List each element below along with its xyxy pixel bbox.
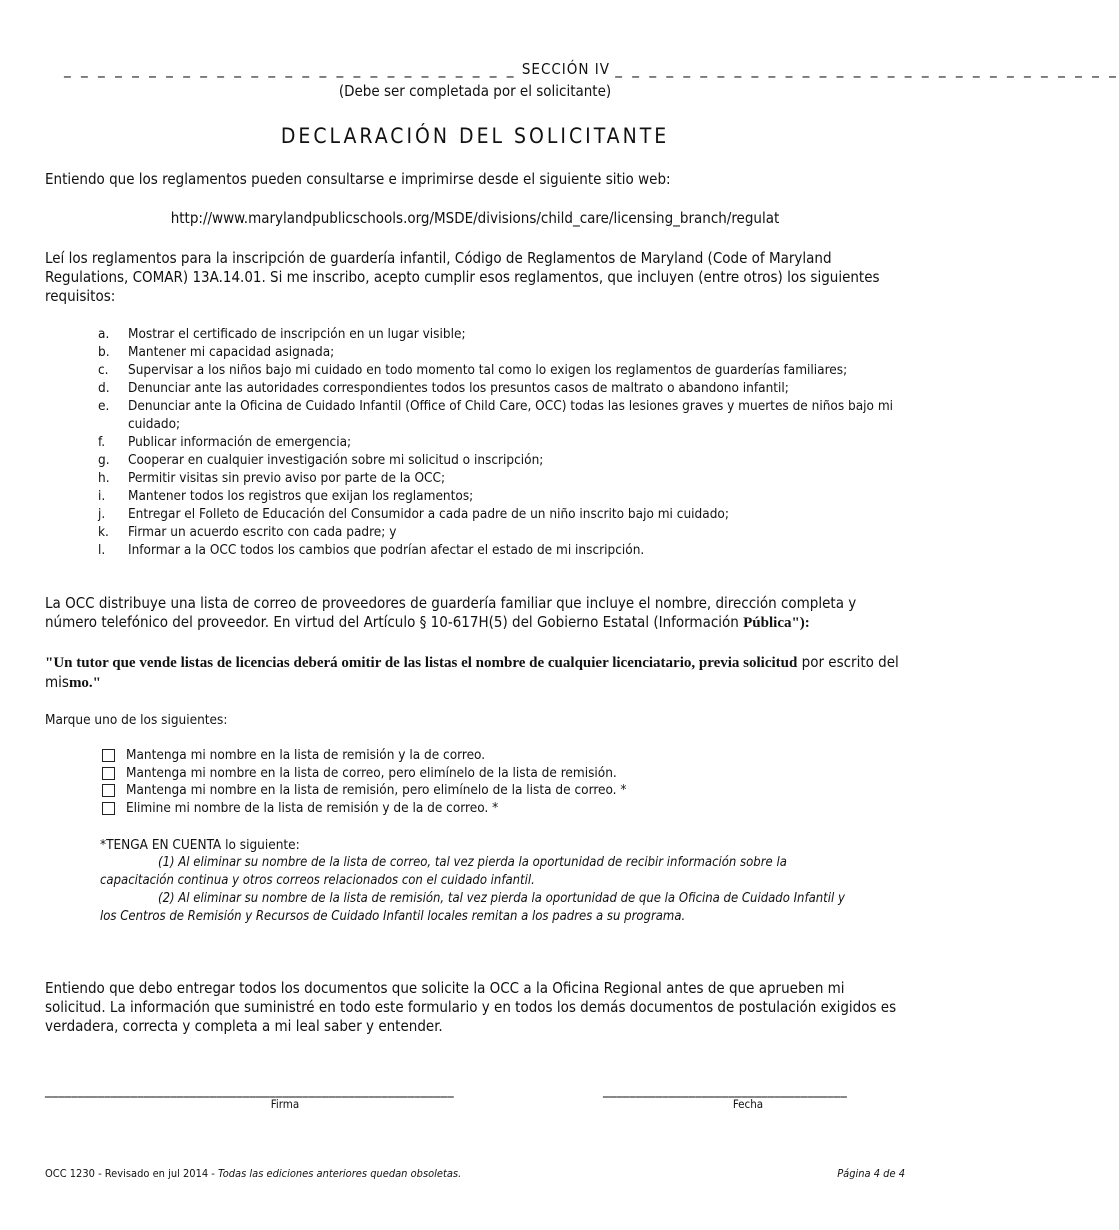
note-heading: *TENGA EN CUENTA lo siguiente:: [100, 837, 300, 853]
mailing-option-1[interactable]: [102, 747, 802, 765]
checkbox[interactable]: [102, 802, 115, 815]
requirement-text: Mostrar el certificado de inscripción en un lugar visible;: [128, 326, 466, 342]
date-line[interactable]: _____________________________________: [603, 1082, 848, 1098]
quote-plain: por escrito del mis: [45, 653, 899, 691]
requirement-letter: b.: [98, 344, 110, 360]
mailing-text: La OCC distribuye una lista de correo de proveedores de guardería familiar que incluye el nombre, dirección completa y número telefónico del proveedor. En virtud del Artículo § 10-617H(5) del Gobierno Estatal (Información: [45, 594, 857, 631]
option-label: Mantenga mi nombre en la lista de remisión y la de correo.: [126, 747, 486, 763]
requirement-text: Mantener mi capacidad asignada;: [128, 344, 335, 360]
requirement-letter: a.: [98, 326, 110, 342]
section-heading: [64, 60, 1119, 78]
regulations-url: http://www.marylandpublicschools.org/MSDE/divisions/child_care/licensing_branch/regulat: [170, 209, 780, 227]
mailing-option-3[interactable]: [102, 782, 802, 800]
requirement-text: Firmar un acuerdo escrito con cada padre; y: [128, 524, 397, 540]
option-label: Mantenga mi nombre en la lista de remisión, pero elimínelo de la lista de correo. *: [126, 782, 627, 798]
requirement-letter: i.: [98, 488, 106, 504]
date-label: Fecha: [732, 1097, 764, 1111]
note-block: [100, 836, 908, 926]
mailing-paragraph: [45, 594, 907, 633]
section-subtitle: (Debe ser completada por el solicitante): [338, 82, 612, 100]
requirement-letter: j.: [98, 506, 106, 522]
requirements-list: [98, 325, 908, 559]
requirement-letter: l.: [98, 542, 106, 558]
section-dashes-left: _ _ _ _ _ _ _ _ _ _ _ _ _ _ _ _ _ _ _ _ _ _ _ _ _ _ _: [64, 60, 517, 78]
quote-end: mo.": [68, 675, 102, 691]
requirement-text: Permitir visitas sin previo aviso por parte de la OCC;: [128, 470, 446, 486]
checkbox[interactable]: [102, 749, 115, 762]
footer-form-id: OCC 1230 - Revisado en jul 2014 -: [45, 1167, 219, 1180]
requirement-letter: k.: [98, 524, 109, 540]
requirement-letter: c.: [98, 362, 109, 378]
requirement-item: [98, 541, 908, 559]
checkbox[interactable]: [102, 767, 115, 780]
page-title: DECLARACIÓN DEL SOLICITANTE: [280, 124, 670, 148]
requirement-text: Publicar información de emergencia;: [128, 434, 352, 450]
quote-bold: "Un tutor que vende listas de licencias deberá omitir de las listas el nombre de cualquier licenciatario, previa solicitud: [45, 655, 798, 671]
requirement-item: [98, 343, 908, 361]
regulations-paragraph: Leí los reglamentos para la inscripción de guardería infantil, Código de Reglamentos de Maryland (Code of Maryland Regulations, COMAR) 13A.14.01. Si me inscribo, acepto cumplir esos reglamentos, que incluyen (entre otros) los siguientes requisitos:: [45, 249, 880, 305]
requirement-item: [98, 505, 908, 523]
requirement-item: [98, 469, 908, 487]
requirement-item: [98, 325, 908, 343]
requirement-text: Denunciar ante las autoridades correspondientes todos los presuntos casos de maltrato o abandono infantil;: [128, 380, 789, 396]
requirement-letter: f.: [98, 434, 106, 450]
requirement-letter: d.: [98, 380, 110, 396]
signature-line[interactable]: ______________________________________________________________: [45, 1082, 454, 1098]
requirement-text: Cooperar en cualquier investigación sobre mi solicitud o inscripción;: [128, 452, 544, 468]
note-1-start: (1) Al eliminar su nombre de la lista de correo, tal vez pierda la oportunidad de recibir información sobre la: [158, 855, 787, 870]
requirement-text: Mantener todos los registros que exijan los reglamentos;: [128, 488, 474, 504]
note-2-end: los Centros de Remisión y Recursos de Cuidado Infantil locales remitan a los padres a su programa.: [100, 909, 686, 924]
note-1-end: capacitación continua y otros correos relacionados con el cuidado infantil.: [100, 873, 535, 888]
checkbox[interactable]: [102, 784, 115, 797]
choose-label: Marque uno de los siguientes:: [45, 712, 228, 728]
signature-label: Firma: [270, 1097, 300, 1111]
section-dashes-right: _ _ _ _ _ _ _ _ _ _ _ _ _ _ _ _ _ _ _ _ _ _ _ _ _ _ _ _ _ _: [615, 60, 1119, 78]
statute-quote: [45, 653, 907, 693]
section-label: SECCIÓN IV: [521, 60, 610, 78]
intro-text: Entiendo que los reglamentos pueden consultarse e imprimirse desde el siguiente sitio web:: [45, 170, 671, 188]
requirement-item: [98, 451, 908, 469]
requirement-item: [98, 361, 908, 379]
footer-left: [45, 1167, 461, 1180]
requirement-item: [98, 379, 908, 397]
requirement-letter: e.: [98, 398, 110, 414]
certification-text: Entiendo que debo entregar todos los documentos que solicite la OCC a la Oficina Regional antes de que aprueben mi solicitud. La información que suministré en todo este formulario y en todos los demás documentos de postulación exigidos es verdadera, correcta y completa a mi leal saber y entender.: [45, 979, 897, 1035]
mailing-options: [102, 747, 802, 817]
requirement-item: [98, 487, 908, 505]
note-2-start: (2) Al eliminar su nombre de la lista de remisión, tal vez pierda la oportunidad de que la Oficina de Cuidado Infantil y: [158, 891, 845, 906]
mailing-text-bold: Pública"):: [743, 615, 810, 631]
requirement-letter: h.: [98, 470, 110, 486]
mailing-option-4[interactable]: [102, 800, 802, 818]
requirement-text: Entregar el Folleto de Educación del Consumidor a cada padre de un niño inscrito bajo mi cuidado;: [128, 506, 729, 522]
option-label: Elimine mi nombre de la lista de remisión y de la de correo. *: [126, 799, 499, 816]
requirement-item: [98, 397, 908, 433]
requirement-letter: g.: [98, 452, 110, 468]
mailing-option-2[interactable]: [102, 765, 802, 783]
requirement-text: Denunciar ante la Oficina de Cuidado Infantil (Office of Child Care, OCC) todas las lesiones graves y muertes de niños bajo mi cuidado;: [128, 398, 894, 432]
option-label: Mantenga mi nombre en la lista de correo, pero elimínelo de la lista de remisión.: [126, 764, 617, 781]
requirement-item: [98, 523, 908, 541]
footer-page-number: Página 4 de 4: [837, 1167, 905, 1180]
footer-editions: Todas las ediciones anteriores quedan obsoletas.: [218, 1167, 462, 1180]
requirement-text: Supervisar a los niños bajo mi cuidado en todo momento tal como lo exigen los reglamentos de guarderías familiares;: [128, 362, 848, 378]
requirement-text: Informar a la OCC todos los cambios que podrían afectar el estado de mi inscripción.: [128, 542, 645, 558]
requirement-item: [98, 433, 908, 451]
